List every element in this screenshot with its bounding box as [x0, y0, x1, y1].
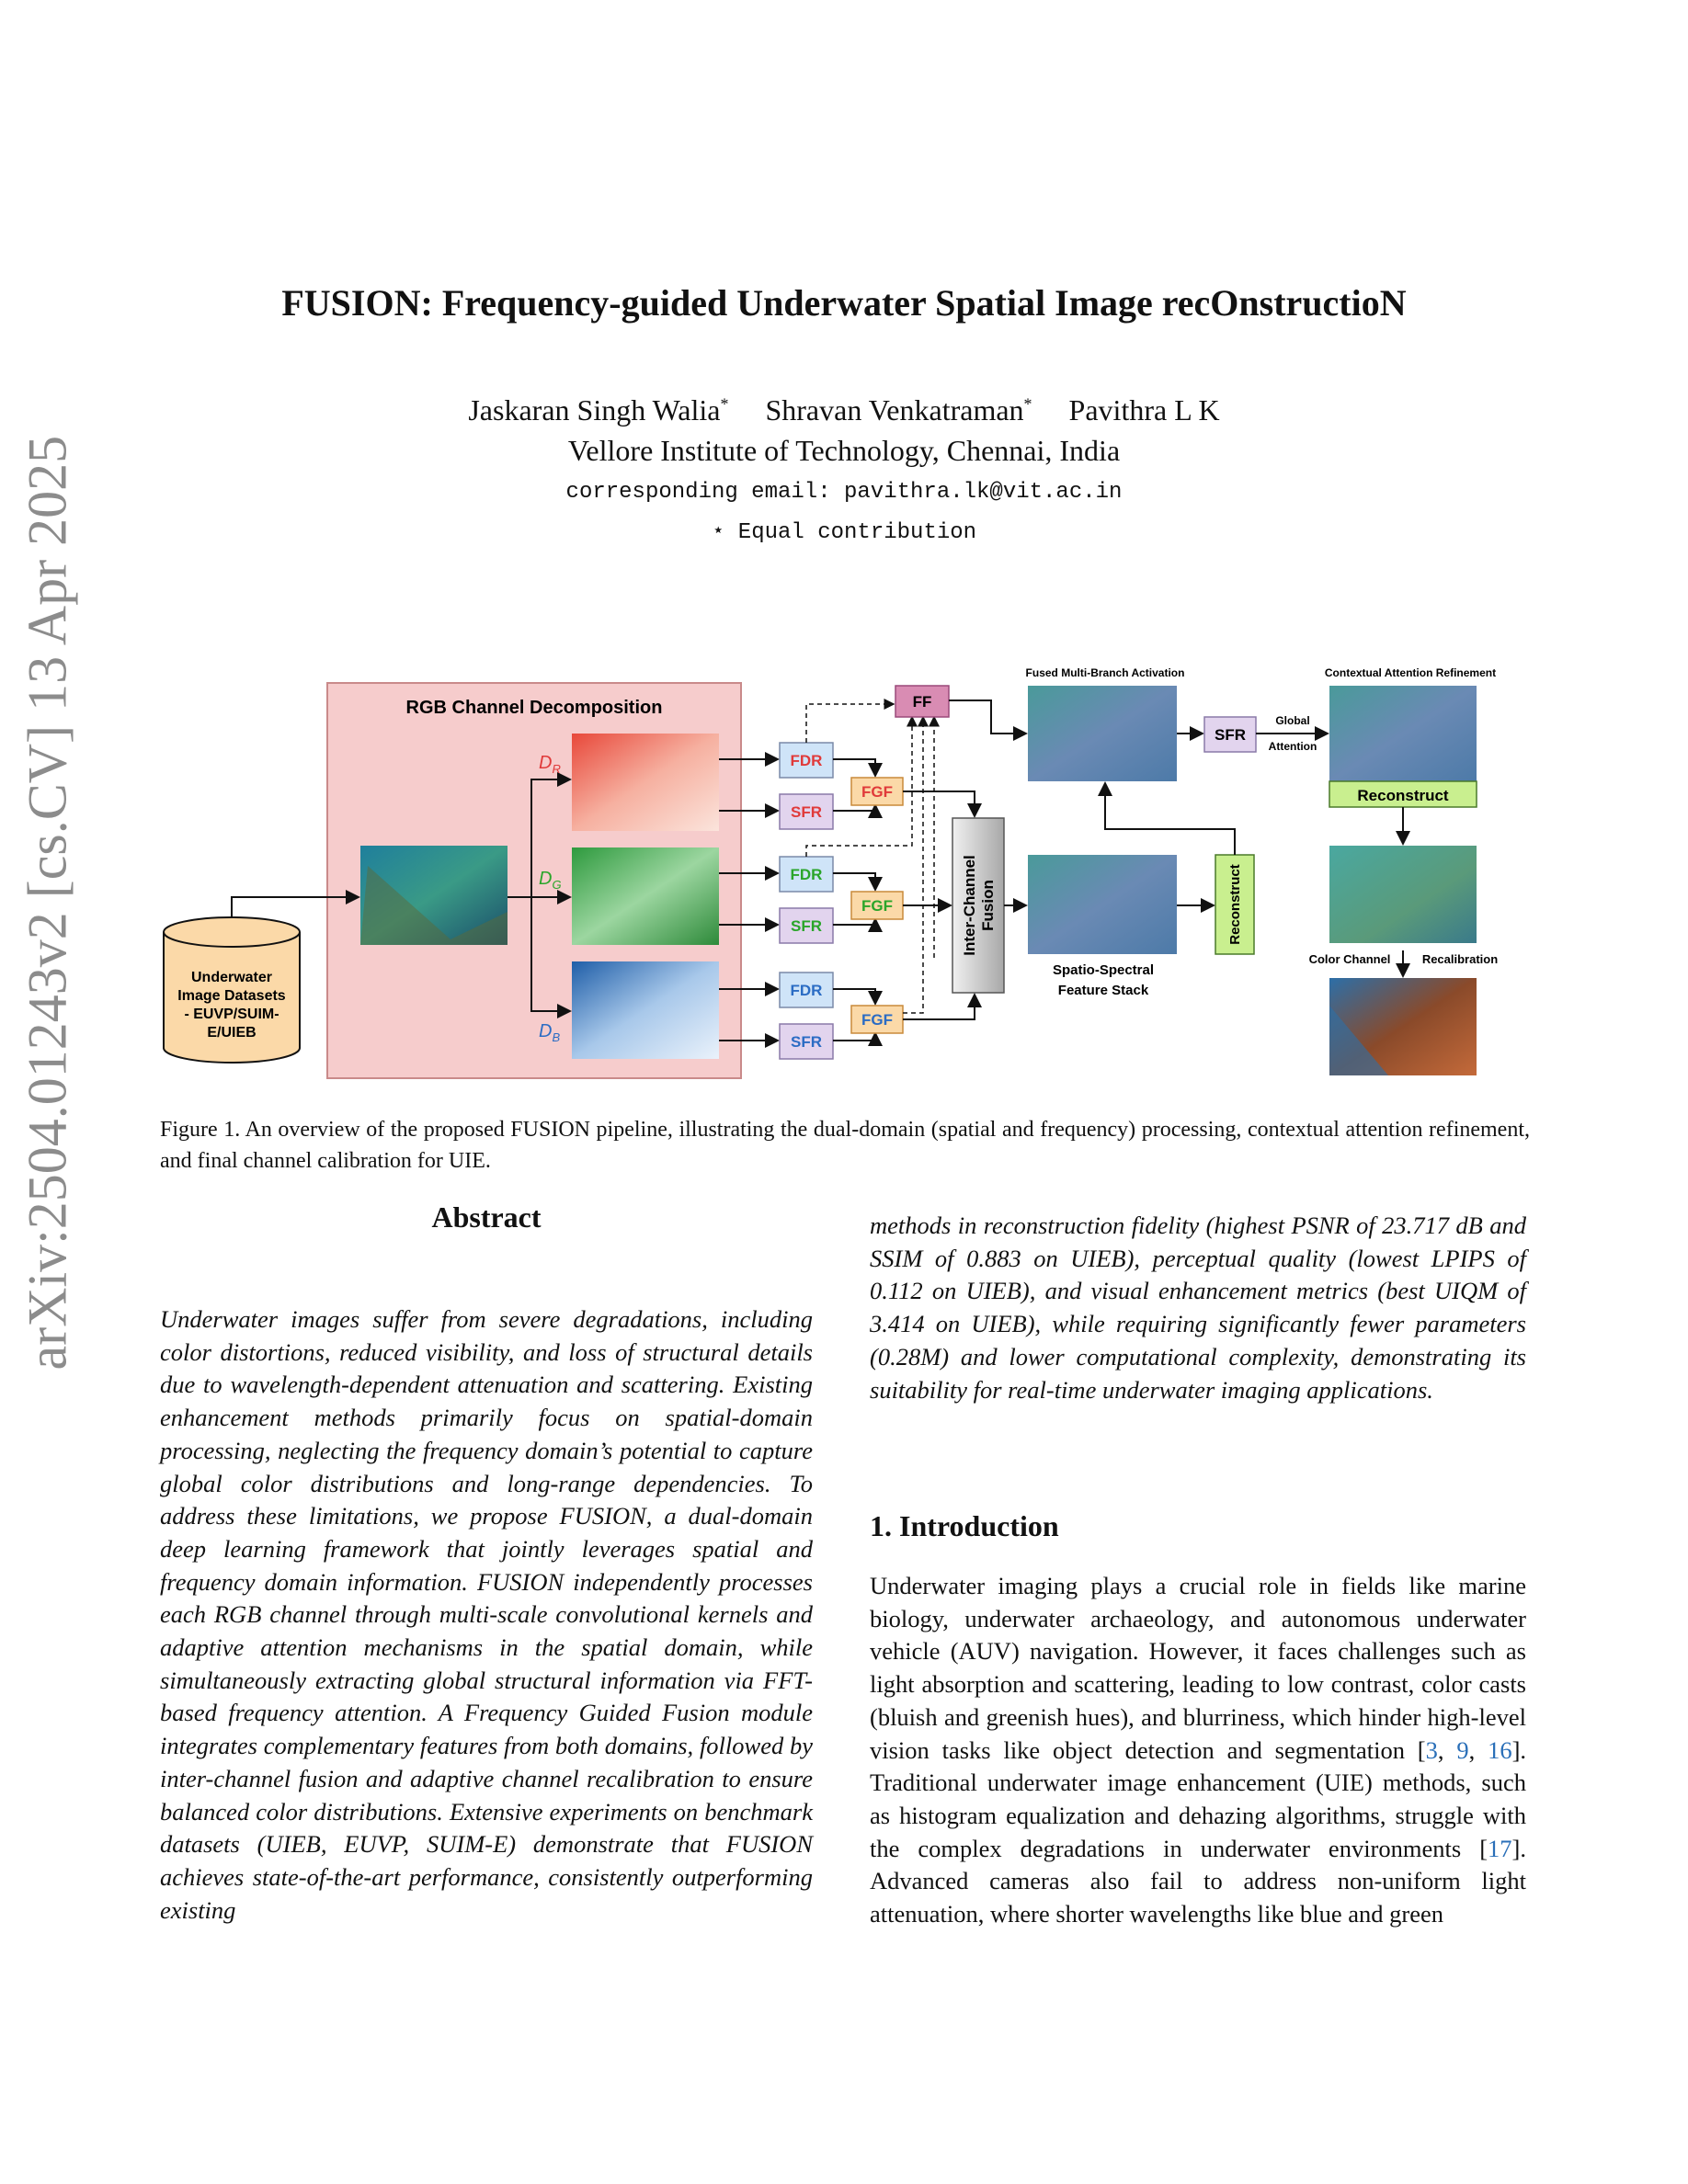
- author-mark: *: [1023, 394, 1032, 414]
- global-attention-label: Attention: [1268, 740, 1317, 753]
- dataset-label: Underwater: [190, 970, 273, 985]
- corresponding-email: corresponding email: pavithra.lk@vit.ac.in: [565, 480, 1123, 505]
- introduction-text: Underwater imaging plays a crucial role in fields like marine biology, underwater archaeology, and autonomous underwater vehicle (AUV) navigation. However, it faces challenges such as light absorption and scattering, leading to low contrast, color casts (bluish and greenish hues), and blurriness, which hinder high-level vision tasks like object detection and segmentation [3, 9, 16]. Traditional underwater image enhancement (UIE) methods, such as histogram equalization and dehazing algorithms, struggle with the complex degradations in underwater environments [17]. Advanced cameras also fail to address non-uniform light attenuation, where shorter wavelengths like blue and green: [870, 1572, 1527, 1928]
- dataset-label: - EUVP/SUIM-: [184, 1007, 279, 1022]
- color-channel-label: Color Channel: [1308, 952, 1391, 966]
- author-list: [0, 393, 1688, 427]
- green-channel-image: [572, 847, 719, 945]
- author-name: Jaskaran Singh Walia: [468, 393, 721, 427]
- svg-text:Inter-Channel: Inter-Channel: [961, 855, 978, 956]
- svg-text:FDR: FDR: [790, 982, 823, 999]
- svg-text:FF: FF: [912, 693, 932, 711]
- affiliation: Vellore Institute of Technology, Chennai, India: [567, 434, 1121, 467]
- figure-caption: Figure 1. An overview of the proposed FUSION pipeline, illustrating the dual-domain (spatial and frequency) processing, contextual attention refinement, and final channel calibration for UIE.: [160, 1118, 1530, 1173]
- channel-label-r: $D_R$: [539, 753, 561, 776]
- reconstructed-image: [1329, 846, 1477, 943]
- paper-title: FUSION: Frequency-guided Underwater Spatial Image recOnstructioN: [281, 282, 1407, 324]
- decomposition-title: RGB Channel Decomposition: [405, 698, 663, 718]
- abstract-heading: Abstract: [431, 1200, 542, 1234]
- svg-text:SFR: SFR: [791, 1033, 822, 1051]
- citation-link[interactable]: 17: [1488, 1834, 1512, 1862]
- abstract-text-right: methods in reconstruction fidelity (highest PSNR of 23.717 dB and SSIM of 0.883 on UIEB), perceptual quality (lowest LPIPS of 0.112 on UIEB), and visual enhancement metrics (best UIQM of 3.414 on UIEB), while requiring significantly fewer parameters (0.28M) and lower computational complexity, demonstrating its suitability for real-time underwater imaging applications.: [870, 1211, 1526, 1404]
- contextual-refinement-image: [1329, 686, 1477, 781]
- introduction-heading: 1. Introduction: [870, 1509, 1059, 1542]
- recalibration-label: Recalibration: [1421, 952, 1499, 966]
- contextual-title: Contextual Attention Refinement: [1324, 666, 1497, 679]
- svg-text:Reconstruct: Reconstruct: [1227, 864, 1243, 945]
- svg-text:FGF: FGF: [861, 897, 893, 915]
- abstract-text-left: Underwater images suffer from severe degradations, including color distortions, reduced visibility, and loss of structural details due to wavelength-dependent attenuation and scattering. Existing enhancement methods primarily focus on spatial-domain processing, neglecting the frequency domain’s potential to capture global color distributions and long-range dependencies. To address these limitations, we propose FUSION, a dual-domain deep learning framework that jointly leverages spatial and frequency domain information. FUSION independently processes each RGB channel through multi-scale convolutional kernels and adaptive attention mechanisms in the spatial domain, while simultaneously extracting global structural information via FFT-based frequency attention. A Frequency Guided Fusion module integrates complementary features from both domains, followed by inter-channel fusion and adaptive channel recalibration to ensure balanced color distributions. Extensive experiments on benchmark datasets (UIEB, EUVP, SUIM-E) demonstrate that FUSION achieves state-of-the-art performance, consistently outperforming existing: [160, 1305, 813, 1924]
- dataset-label: E/UIEB: [207, 1025, 257, 1041]
- svg-text:Fusion: Fusion: [979, 880, 997, 931]
- channel-label-b: $D_B$: [539, 1021, 561, 1044]
- svg-text:SFR: SFR: [791, 803, 822, 821]
- svg-text:SFR: SFR: [1215, 726, 1246, 744]
- fused-title: Fused Multi-Branch Activation: [1025, 666, 1185, 679]
- citation-link[interactable]: 9: [1456, 1735, 1469, 1764]
- equal-contribution-note: ⋆ Equal contribution: [711, 520, 977, 545]
- svg-text:FGF: FGF: [861, 783, 893, 801]
- svg-text:Reconstruct: Reconstruct: [1357, 787, 1449, 804]
- channel-label-g: $D_G$: [539, 869, 562, 892]
- global-attention-label: Global: [1275, 714, 1310, 727]
- dataset-label: Image Datasets: [177, 988, 286, 1004]
- author-mark: *: [720, 394, 729, 414]
- blue-channel-image: [572, 961, 719, 1059]
- spatio-label: Spatio-Spectral: [1052, 962, 1155, 978]
- svg-text:FDR: FDR: [790, 866, 823, 883]
- fused-activation-image: [1028, 686, 1177, 781]
- spatio-label: Feature Stack: [1057, 983, 1149, 998]
- svg-text:FGF: FGF: [861, 1011, 893, 1029]
- svg-text:FDR: FDR: [790, 752, 823, 769]
- citation-link[interactable]: 16: [1488, 1735, 1512, 1764]
- arxiv-identifier: arXiv:2504.01243v2 [cs.CV] 13 Apr 2025: [17, 435, 78, 1371]
- svg-text:SFR: SFR: [791, 917, 822, 935]
- spatio-spectral-image: [1028, 855, 1177, 954]
- citation-link[interactable]: 3: [1425, 1735, 1438, 1764]
- author-name: Shravan Venkatraman: [765, 393, 1024, 427]
- pipeline-figure: [156, 664, 1535, 1096]
- author-name: Pavithra L K: [1068, 393, 1220, 427]
- red-channel-image: [572, 734, 719, 831]
